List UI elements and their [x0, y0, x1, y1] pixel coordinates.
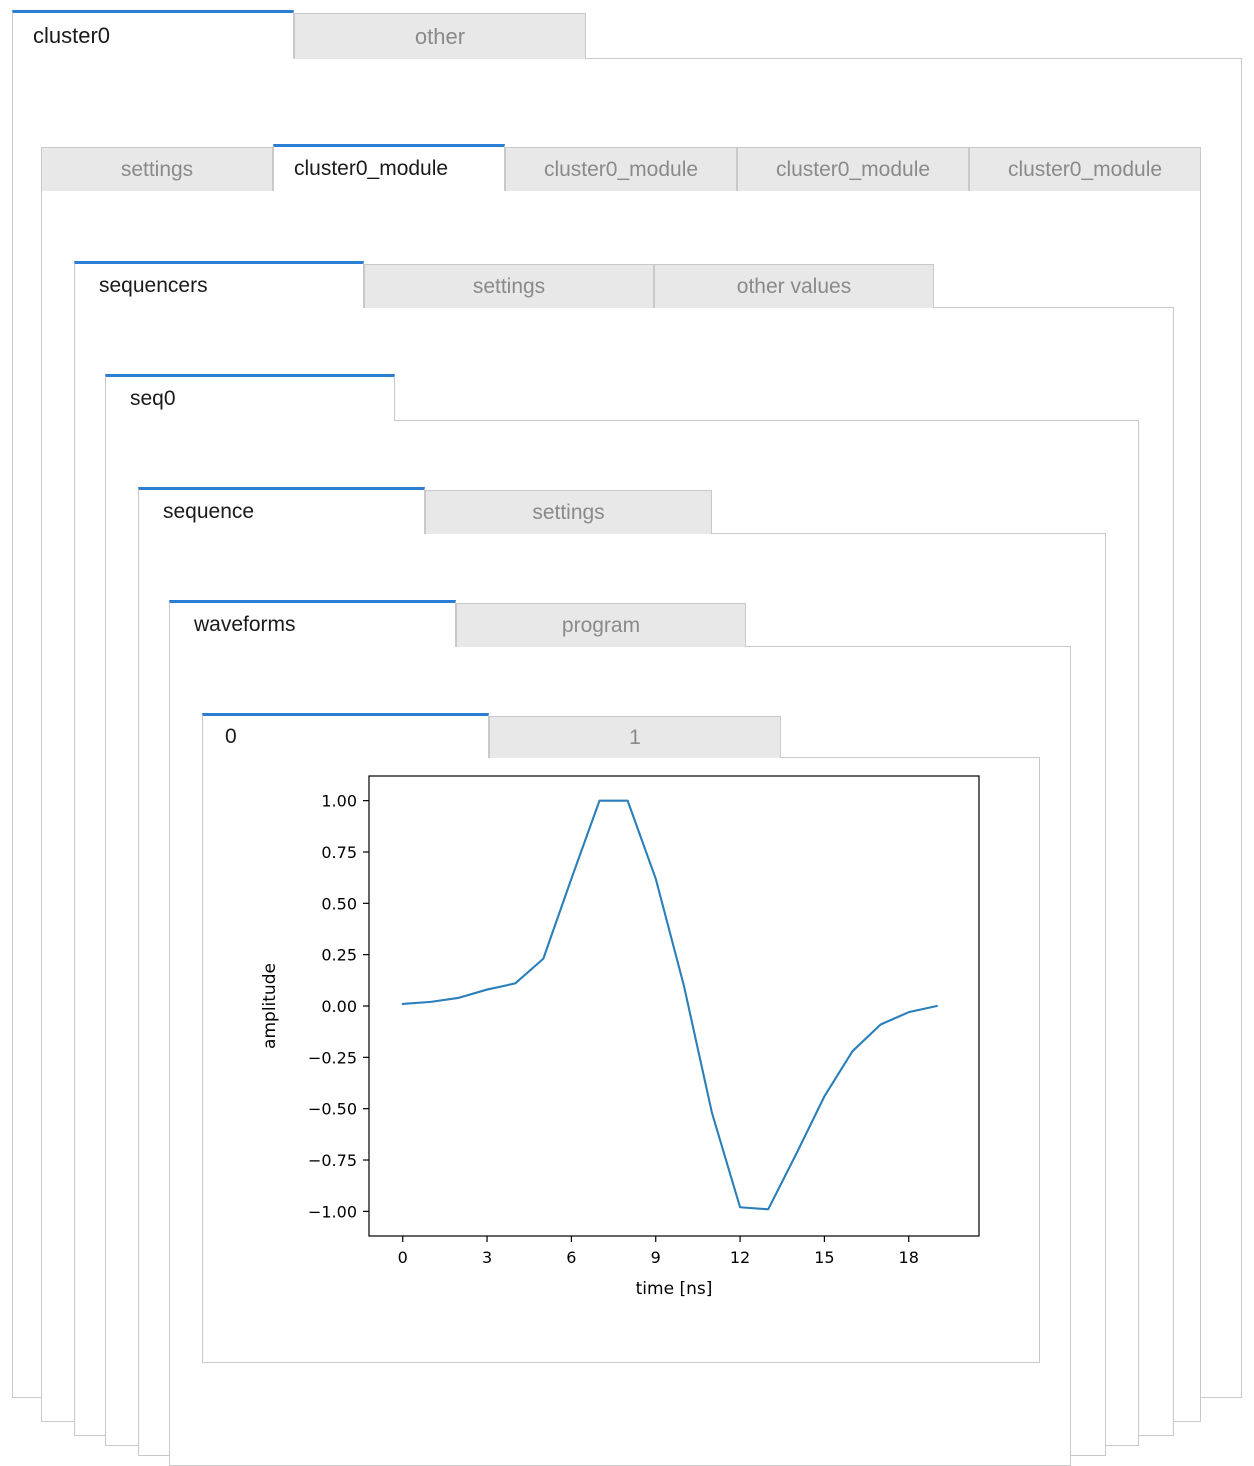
tab-cluster0-module-1[interactable]: cluster0_module [505, 147, 737, 191]
tab-program[interactable]: program [456, 603, 746, 647]
tabbar-waveform-index [202, 713, 1040, 758]
tab-waveform-0[interactable]: 0 [202, 713, 489, 758]
y-tick-label: −0.50 [307, 1099, 357, 1119]
y-axis-label: amplitude [260, 963, 280, 1049]
panel-waveforms [169, 646, 1071, 1466]
panel-sequence [138, 533, 1106, 1456]
tabbar-waveforms [169, 600, 1071, 647]
x-tick-label: 18 [898, 1248, 919, 1267]
tabbar-cluster0 [12, 10, 1242, 59]
panel-cluster0-module [41, 190, 1201, 1422]
tab-other-values[interactable]: other values [654, 264, 934, 308]
tabbar-seq [105, 374, 1139, 421]
y-tick-label: 0.00 [321, 997, 357, 1016]
x-axis-label: time [ns] [635, 1279, 713, 1299]
tabwidget-waveforms [169, 600, 1071, 1466]
y-tick-label: −1.00 [307, 1202, 357, 1222]
panel-cluster0 [12, 58, 1242, 1398]
x-tick-label: 15 [814, 1248, 835, 1267]
y-tick-label: 0.50 [321, 894, 357, 914]
waveform-plot [241, 758, 1001, 1318]
x-tick-label: 0 [397, 1248, 408, 1267]
tabwidget-waveform-index [202, 713, 1040, 1363]
series-waveform_0 [403, 801, 937, 1210]
tab-waveforms[interactable]: waveforms [169, 600, 456, 647]
tabwidget-modules [41, 144, 1201, 1422]
tabbar-sequencers [74, 261, 1174, 308]
tabbar-modules [41, 144, 1201, 191]
panel-seq0 [105, 420, 1139, 1446]
tab-sequencers[interactable]: sequencers [74, 261, 364, 308]
tabwidget-sequence [138, 487, 1106, 1456]
x-tick-label: 9 [650, 1248, 661, 1267]
tab-sequencer-settings[interactable]: settings [425, 490, 712, 534]
tabwidget-cluster0 [12, 10, 1242, 1398]
tab-cluster0-module-0[interactable]: cluster0_module [273, 144, 505, 191]
plot-frame [369, 776, 979, 1236]
tab-module-settings[interactable]: settings [364, 264, 654, 308]
y-tick-label: −0.75 [307, 1151, 357, 1171]
tab-settings[interactable]: settings [41, 147, 273, 191]
tabwidget-seq [105, 374, 1139, 1446]
tab-cluster0-module-2[interactable]: cluster0_module [737, 147, 969, 191]
tab-seq0[interactable]: seq0 [105, 374, 395, 421]
tab-sequence[interactable]: sequence [138, 487, 425, 534]
tab-cluster0[interactable]: cluster0 [12, 10, 294, 59]
y-tick-label: 0.25 [321, 945, 357, 965]
y-tick-label: 1.00 [321, 791, 357, 811]
tab-cluster0-module-3[interactable]: cluster0_module [969, 147, 1201, 191]
y-tick-label: 0.75 [321, 842, 357, 862]
panel-waveform-0 [202, 757, 1040, 1363]
y-tick-label: −0.25 [307, 1048, 357, 1068]
panel-sequencers [74, 307, 1174, 1436]
tab-other[interactable]: other [294, 13, 586, 59]
tab-waveform-1[interactable]: 1 [489, 716, 781, 758]
x-tick-label: 3 [481, 1248, 493, 1267]
waveform-plot-container [203, 758, 1039, 1362]
tabbar-sequence [138, 487, 1106, 534]
tabwidget-sequencers [74, 261, 1174, 1436]
x-tick-label: 6 [566, 1248, 577, 1267]
x-tick-label: 12 [729, 1248, 751, 1267]
